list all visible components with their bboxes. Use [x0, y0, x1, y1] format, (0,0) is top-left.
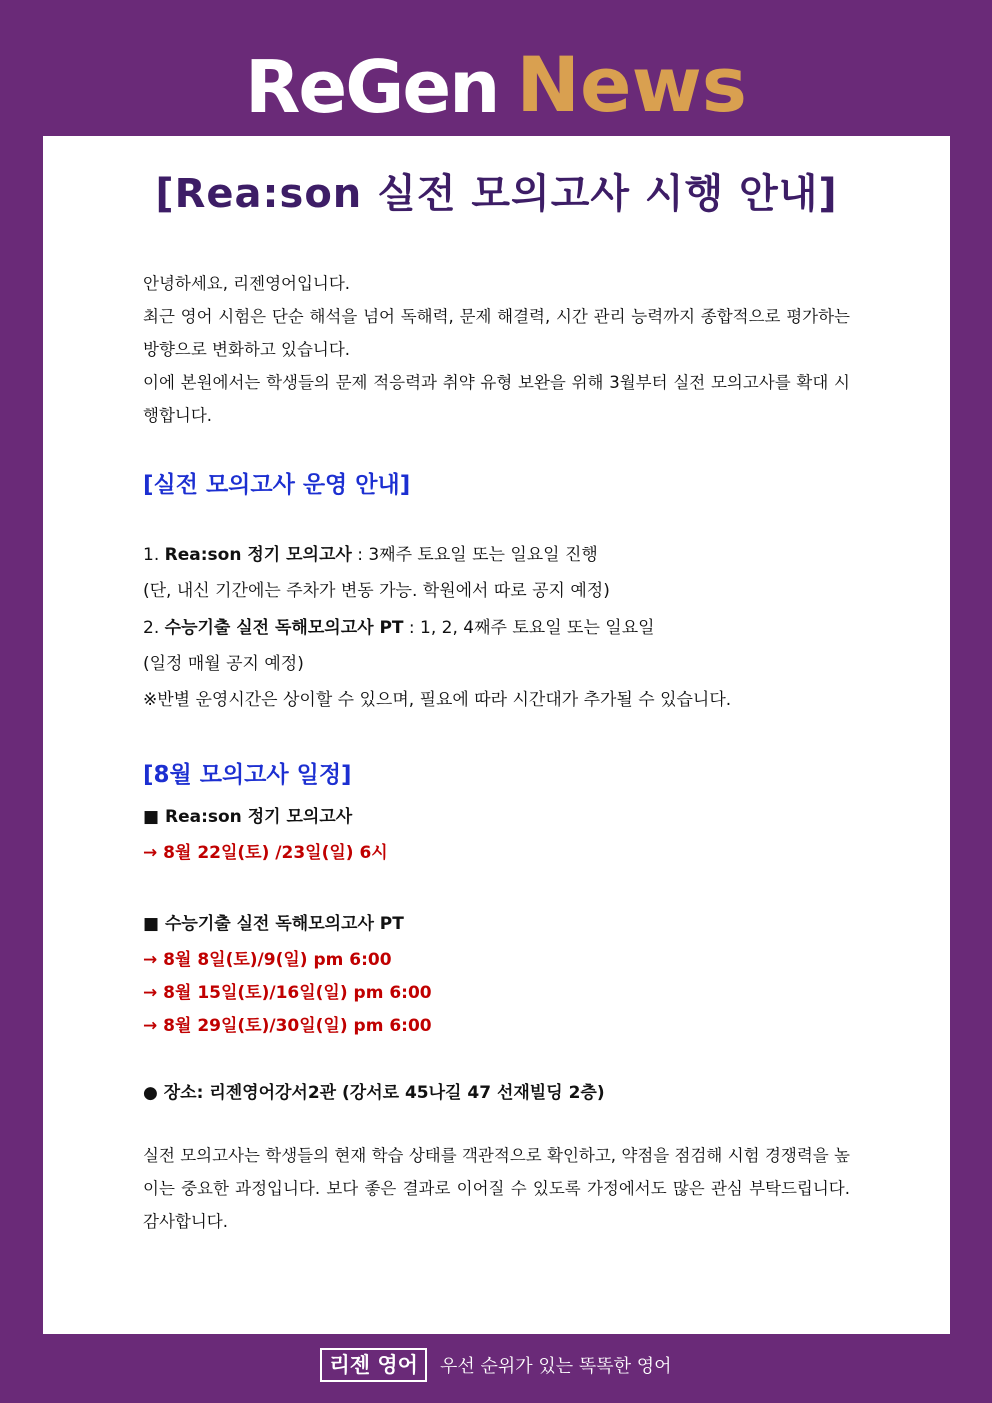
- masthead-logo: [0, 40, 992, 129]
- closing-text: 실전 모의고사는 학생들의 현재 학습 상태를 객관적으로 확인하고, 약점을 점검해 시험 경쟁력을 높이는 중요한 과정입니다. 보다 좋은 결과로 이어질 수 있도록 가정에서도 많은 관심 부탁드립니다. 감사합니다.: [143, 1146, 850, 1231]
- footer: [0, 1348, 992, 1382]
- item-1-number: 1.: [143, 545, 160, 565]
- footer-logo: 리젠 영어: [320, 1348, 426, 1382]
- page-title: [Rea:son 실전 모의고사 시행 안내]: [155, 171, 838, 217]
- item-2-name: 수능기출 실전 독해모의고사 PT: [164, 618, 404, 638]
- operation-heading: [실전 모의고사 운영 안내]: [143, 472, 411, 498]
- notice-paper: [43, 136, 950, 1334]
- item-2-detail: : 1, 2, 4째주 토요일 또는 일요일: [403, 618, 655, 638]
- operation-footnote: ※반별 운영시간은 상이할 수 있으며, 필요에 따라 시간대가 추가될 수 있습니다.: [143, 690, 732, 710]
- item-2-number: 2.: [143, 618, 160, 638]
- operation-item-2-note: (일정 매월 공지 예정): [143, 654, 304, 674]
- logo-regen-text: ReGen: [244, 45, 499, 129]
- schedule-pt-title: ■ 수능기출 실전 독해모의고사 PT: [143, 914, 404, 934]
- schedule-heading: [8월 모의고사 일정]: [143, 762, 352, 788]
- footer-slogan: 우선 순위가 있는 똑똑한 영어: [440, 1356, 672, 1377]
- schedule-pt-date: → 8월 8일(토)/9(일) pm 6:00: [143, 950, 392, 970]
- item-1-name: Rea:son 정기 모의고사: [164, 545, 352, 565]
- intro-greeting: 안녕하세요, 리젠영어입니다.: [143, 274, 351, 293]
- closing-paragraph: [143, 1139, 850, 1238]
- intro-paragraph-2: 이에 본원에서는 학생들의 문제 적응력과 취약 유형 보완을 위해 3월부터 실전 모의고사를 확대 시행합니다.: [143, 373, 850, 425]
- operation-item-1-note: (단, 내신 기간에는 주차가 변동 가능. 학원에서 따로 공지 예정): [143, 581, 610, 601]
- operation-item-2: [143, 613, 655, 638]
- intro-paragraphs: [143, 267, 850, 432]
- location-line: ● 장소: 리젠영어강서2관 (강서로 45나길 47 선재빌딩 2층): [143, 1083, 605, 1103]
- schedule-pt-date: → 8월 29일(토)/30일(일) pm 6:00: [143, 1016, 432, 1036]
- schedule-reason-title: ■ Rea:son 정기 모의고사: [143, 807, 353, 827]
- item-1-detail: : 3째주 토요일 또는 일요일 진행: [351, 545, 598, 565]
- operation-item-1: [143, 540, 598, 565]
- intro-paragraph-1: 최근 영어 시험은 단순 해석을 넘어 독해력, 문제 해결력, 시간 관리 능력까지 종합적으로 평가하는 방향으로 변화하고 있습니다.: [143, 307, 850, 359]
- logo-news-text: News: [516, 40, 748, 129]
- schedule-reason-date: → 8월 22일(토) /23일(일) 6시: [143, 843, 388, 863]
- schedule-pt-date: → 8월 15일(토)/16일(일) pm 6:00: [143, 983, 432, 1003]
